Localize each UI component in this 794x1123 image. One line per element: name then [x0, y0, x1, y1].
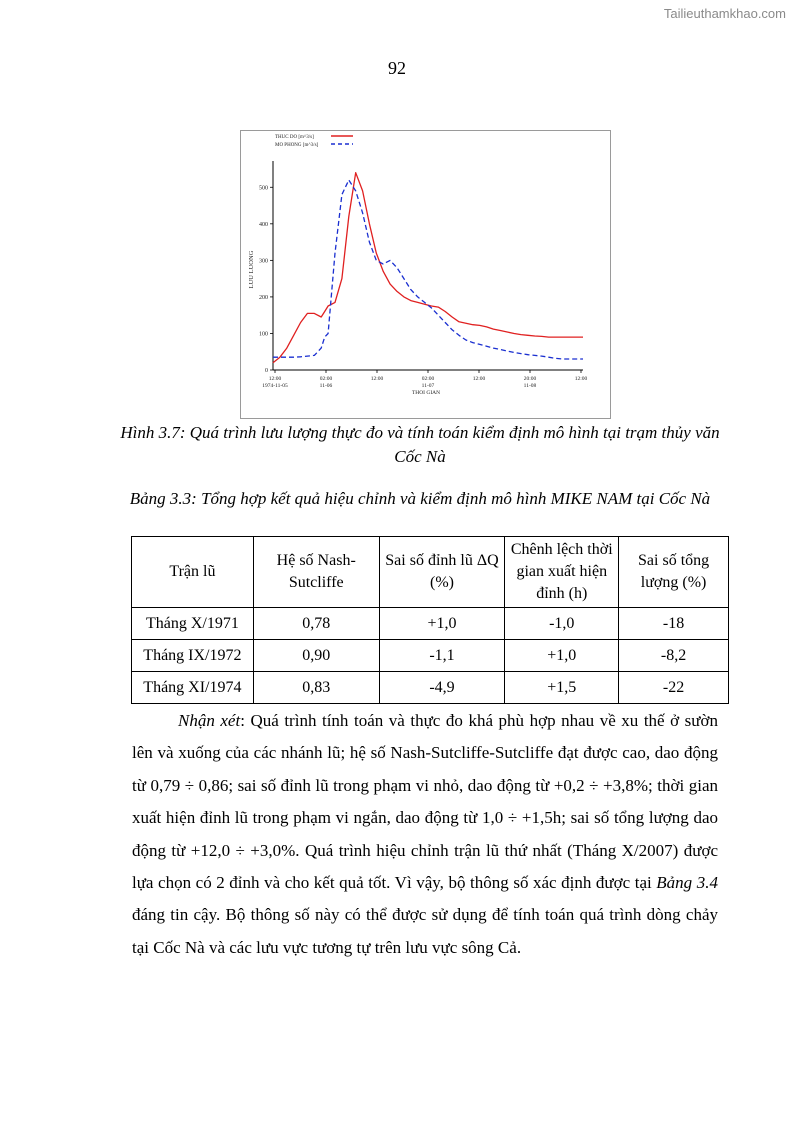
- figure-caption: Hình 3.7: Quá trình lưu lượng thực đo và tính toán kiểm định mô hình tại trạm thủy văn Cốc Nà: [120, 423, 720, 466]
- table-cell: Tháng IX/1972: [132, 640, 254, 672]
- chart-legend: [275, 135, 353, 148]
- table-cell: -4,9: [379, 672, 505, 704]
- x-tick-sublabel: 1974-11-05: [262, 383, 288, 389]
- header-peak-error: Sai số đỉnh lũ ΔQ (%): [379, 537, 505, 608]
- legend-label: THUC DO [m^3/s]: [275, 135, 314, 140]
- y-tick-label: 0: [265, 368, 268, 374]
- remarks-table-ref: Bảng 3.4: [656, 873, 718, 893]
- table-cell: -22: [619, 672, 729, 704]
- x-tick-sublabel: 11-07: [421, 383, 435, 389]
- table-row: [132, 608, 729, 640]
- y-axis-label: LUU LUONG: [248, 250, 255, 289]
- hydrograph-figure: [240, 130, 611, 419]
- table-cell: -1,0: [505, 608, 619, 640]
- y-tick-label: 300: [259, 258, 268, 265]
- remarks-lead: Nhận xét: [178, 711, 241, 730]
- y-tick-label: 500: [259, 185, 268, 192]
- table-row: [132, 640, 729, 672]
- hydrograph-chart: [241, 131, 610, 418]
- table-cell: +1,0: [379, 608, 505, 640]
- table-caption: Bảng 3.3: Tổng hợp kết quả hiệu chỉnh và kiểm định mô hình MIKE NAM tại Cốc Nà: [129, 489, 711, 508]
- x-tick-label: 12:00: [472, 376, 486, 382]
- header-nash-sutcliffe: Hệ số Nash-Sutcliffe: [253, 537, 379, 608]
- table-cell: -8,2: [619, 640, 729, 672]
- table-row: [132, 672, 729, 704]
- x-axis-label: THOI GIAN: [411, 390, 441, 396]
- x-tick-sublabel: 11-08: [523, 383, 537, 389]
- x-tick-label: 02:00: [421, 376, 435, 382]
- table-cell: Tháng XI/1974: [132, 672, 254, 704]
- legend-label: MO PHONG [m^3/s]: [275, 143, 319, 148]
- remarks-text-2: đáng tin cậy. Bộ thông số này có thể được sử dụng để tính toán quá trình dòng chảy tại Cốc Nà và các lưu vực tương tự trên lưu vực sông Cả.: [132, 905, 718, 957]
- watermark: Tailieuthamkhao.com: [663, 6, 786, 21]
- remarks-paragraph: [132, 705, 718, 964]
- results-table: [131, 536, 729, 704]
- table-cell: 0,90: [253, 640, 379, 672]
- x-tick-label: 20:00: [523, 376, 537, 382]
- series-line-mo-phong: [273, 180, 583, 359]
- table-cell: Tháng X/1971: [132, 608, 254, 640]
- y-tick-label: 200: [259, 294, 268, 301]
- table-cell: +1,0: [505, 640, 619, 672]
- remarks-text-1: : Quá trình tính toán và thực đo khá phù hợp nhau về xu thế ở sườn lên và xuống của các nhánh lũ; hệ số Nash-Sutcliffe-Sutcliffe đạt được cao, dao động từ 0,79 ÷ 0,86; sai số đỉnh lũ trong phạm vi nhỏ, dao động từ +0,2 ÷ +3,8%; thời gian xuất hiện đỉnh lũ trong phạm vi ngắn, dao động từ 1,0 ÷ +1,5h; sai số tổng lượng dao động từ +12,0 ÷ +3,0%. Quá trình hiệu chỉnh trận lũ thứ nhất (Tháng X/2007) được lựa chọn có 2 đỉnh và cho kết quả tốt. Vì vậy, bộ thông số xác định được tại: [132, 711, 718, 893]
- series-line-thuc-do: [273, 173, 583, 363]
- table-cell: +1,5: [505, 672, 619, 704]
- table-cell: -1,1: [379, 640, 505, 672]
- x-tick-label: 12:00: [574, 376, 588, 382]
- chart-axes: [248, 161, 588, 396]
- table-header-row: [132, 537, 729, 608]
- table-cell: -18: [619, 608, 729, 640]
- x-tick-sublabel: 11-06: [319, 383, 333, 389]
- header-peak-time-diff: Chênh lệch thời gian xuất hiện đỉnh (h): [505, 537, 619, 608]
- table-cell: 0,83: [253, 672, 379, 704]
- x-tick-label: 02:00: [319, 376, 333, 382]
- header-volume-error: Sai số tổng lượng (%): [619, 537, 729, 608]
- page-number: 92: [388, 58, 406, 78]
- x-tick-label: 12:00: [370, 376, 384, 382]
- chart-lines: [273, 173, 583, 363]
- y-tick-label: 100: [259, 331, 268, 338]
- header-flood-event: Trận lũ: [132, 537, 254, 608]
- table-cell: 0,78: [253, 608, 379, 640]
- y-tick-label: 400: [259, 221, 268, 228]
- x-tick-label: 12:00: [268, 376, 282, 382]
